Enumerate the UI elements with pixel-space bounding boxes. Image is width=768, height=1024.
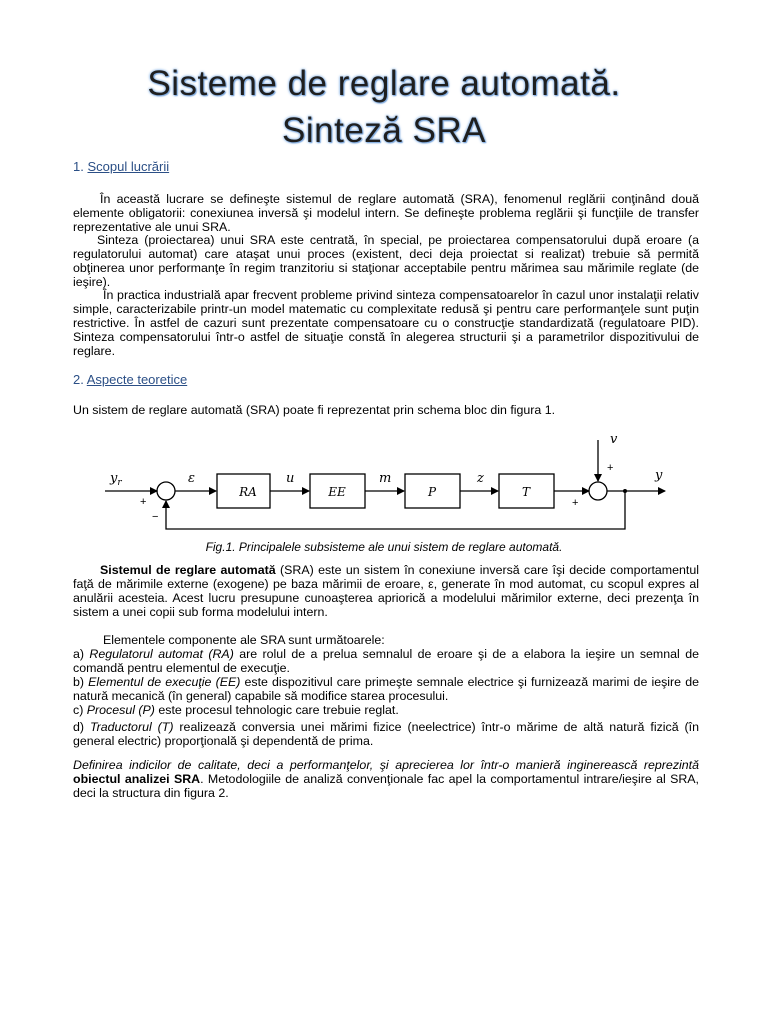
signal-label-m: m (379, 471, 392, 486)
list-item (73, 703, 699, 717)
paragraph: Sinteza (proiectarea) unui SRA este centrată, în special, pe proiectarea compensatorului după eroare (a regulatorului automat) care ataşat unui proces (existent, deci deja proiectat si realizat) trebuie să permită obţinerea unor performanţe în regim tranzitoriu si staţionar acceptabile pentru mărimea sau mărimile reglate (de ieşire). (73, 233, 699, 289)
section-heading-1 (73, 160, 169, 174)
block-label-p: P (427, 485, 437, 499)
paragraph: În această lucrare se defineşte sistemul de reglare automată (SRA), fenomenul reglării conţinând două elemente obligatorii: conexiunea inversă şi modelul intern. Se defineşte problema reglării şi funcţiile de transfer reprezentative ale unui SRA. (73, 192, 699, 234)
italic-text: Definirea indicilor de calitate, deci a performanţelor, şi aprecierea lor într-o manieră inginerească reprezintă (73, 758, 699, 772)
bold-text: obiectul analizei SRA (73, 772, 201, 786)
list-item (73, 720, 699, 748)
paragraph: Un sistem de reglare automată (SRA) poate fi reprezentat prin schema bloc din figura 1. (73, 403, 556, 417)
signal-label-u: u (286, 471, 295, 486)
sign-plus: + (572, 497, 579, 509)
summing-junction-1 (157, 482, 175, 500)
list-marker: d) (73, 720, 90, 734)
document-title-line1: Sisteme de reglare automată. (147, 64, 621, 103)
sign-plus: + (607, 462, 614, 474)
list-term: Procesul (P) (86, 703, 155, 717)
signal-label-v: v (610, 432, 618, 447)
block-label-ee: EE (328, 485, 346, 499)
block-label-ra: RA (239, 485, 257, 499)
section-number: 2. (73, 372, 84, 387)
summing-junction-2 (589, 482, 607, 500)
paragraph-text: . Metodologiile de analiză convenţionale fac apel la comportamentul intrare/ieşire al SRA, deci la structura din figura 2. (73, 772, 699, 800)
list-text: are rolul de a prelua semnalul de eroare şi de a elabora la ieşire un semnal de comandă pentru elementul de execuţie. (73, 647, 699, 675)
paragraph: În practica industrială apar frecvent probleme privind sinteza compensatoarelor în cazul unor instalaţii relativ simple, caracterizabile printr-un model matematic cu complexitate redusă şi pentru care performanţele sunt puţin restrictive. În astfel de cazuri sunt prezentate compensatoare cu o construcţie standardizată (regulatoare PID). Sinteza compensatorului într-o astfel de situaţie constă în alegerea structurii şi a parametrilor dispozitivului de reglare. (73, 288, 699, 358)
list-marker: a) (73, 647, 90, 661)
list-text: este procesul tehnologic care trebuie reglat. (154, 703, 399, 717)
paragraph-definition (73, 563, 699, 619)
list-marker: c) (73, 703, 87, 717)
document-title-line2: Sinteză SRA (282, 111, 486, 150)
signal-label-z: z (477, 471, 484, 486)
feedback-loop (166, 491, 625, 529)
list-text: realizează conversia unei mărimi fizice (neelectrice) într-o mărime de altă natură fizică (în general electric) proporţională şi dependentă de prima. (73, 720, 700, 748)
signal-label-epsilon: ε (188, 471, 195, 486)
section-number: 1. (73, 159, 84, 174)
section-heading-2 (73, 373, 187, 387)
list-item (73, 647, 699, 675)
list-text: este dispozitivul care primeşte semnale electrice şi furnizează marimi de ieşire de natură mecanică (în general) capabile să modifice starea procesului. (73, 675, 699, 703)
signal-label-yr (109, 471, 122, 488)
sign-minus: − (152, 511, 159, 523)
block-label-t: T (521, 485, 531, 499)
list-term: Elementul de execuţie (EE) (88, 675, 241, 689)
list-intro: Elementele componente ale SRA sunt următoarele: (103, 633, 385, 647)
signal-y: y (110, 471, 118, 486)
paragraph-final (73, 758, 699, 800)
figure-caption: Fig.1. Principalele subsisteme ale unui sistem de reglare automată. (205, 540, 563, 554)
section-title: Aspecte teoretice (86, 372, 188, 387)
signal-sub-r: r (117, 478, 122, 488)
list-item (73, 675, 699, 703)
list-term: Regulatorul automat (RA) (89, 647, 234, 661)
sign-plus: + (140, 496, 147, 508)
definition-text: (SRA) este un sistem în conexiune inversă care îşi decide comportamentul faţă de mărimile externe (exogene) pe baza mărimii de eroare, ε, generate în mod automat, cu scopul expres al anulării acesteia. Acest lucru presupune cunoaşterea apriorică a modelului mărimilor externe, deci prezenţa în sistem a unei copii sub forma modelului intern. (73, 563, 700, 619)
list-marker: b) (73, 675, 89, 689)
list-term: Traductorul (T) (89, 720, 174, 734)
term-bold: Sistemul de reglare automată (100, 563, 276, 577)
branch-point (623, 489, 627, 493)
signal-label-y-out: y (655, 468, 663, 483)
block-diagram (100, 432, 680, 532)
section-title: Scopul lucrării (87, 159, 170, 174)
